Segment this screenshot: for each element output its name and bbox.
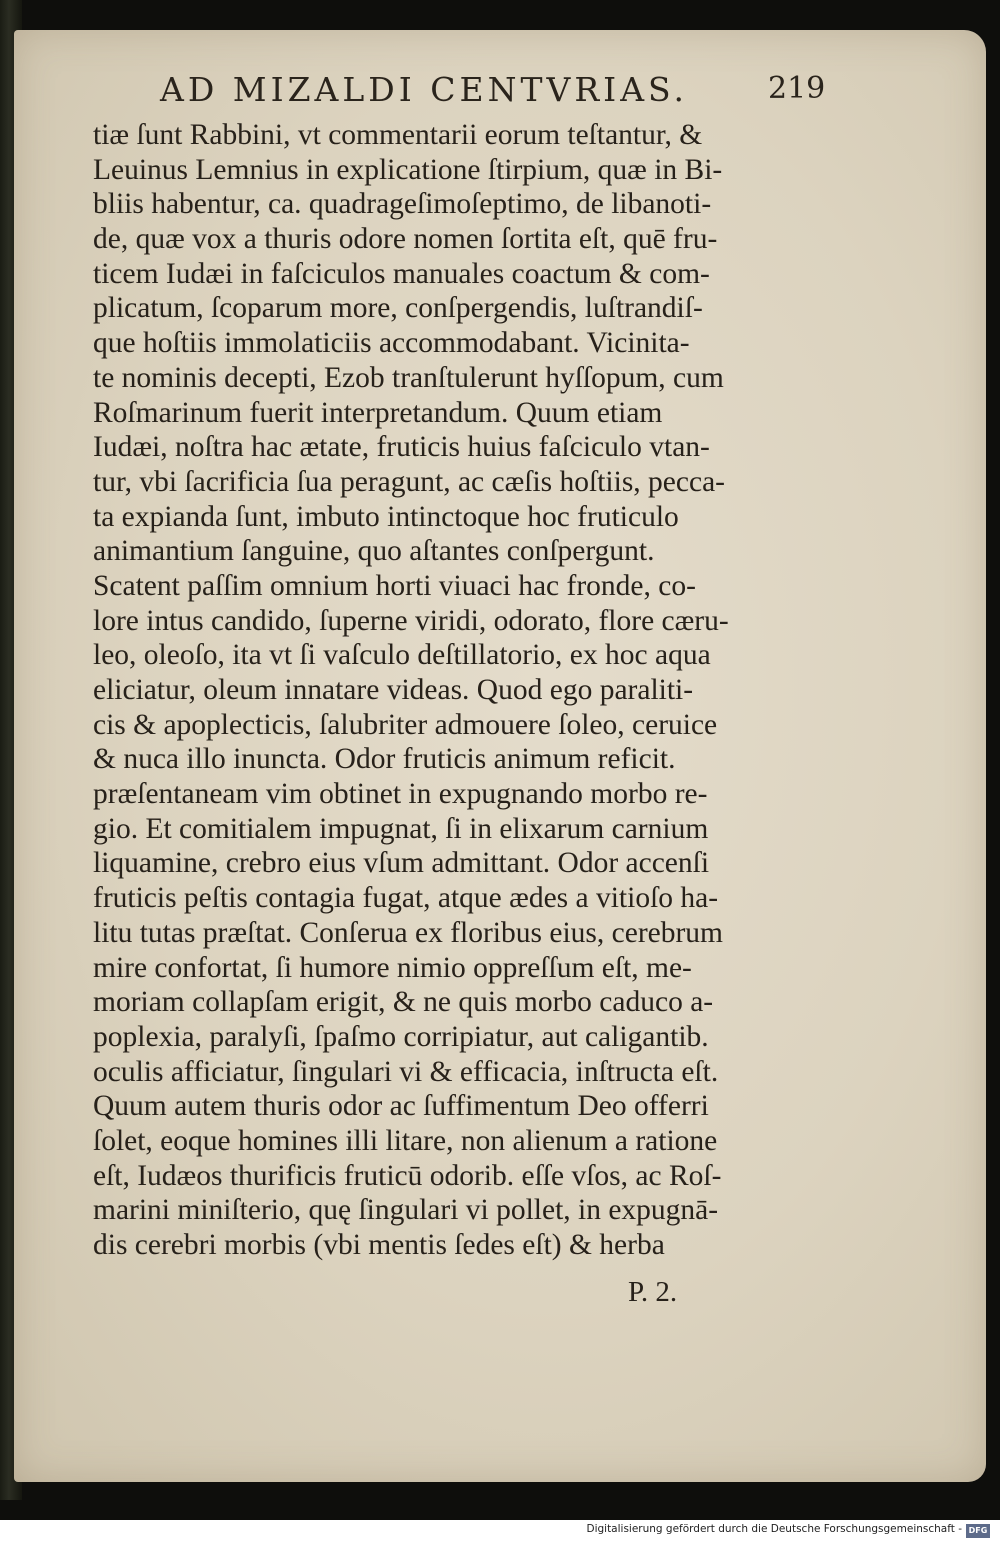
text-line: ticem Iudæi in faſciculos manuales coactum & com-: [93, 257, 710, 290]
text-line: litu tutas præſtat. Conſerua ex floribus eius, cerebrum: [93, 916, 724, 949]
text-line: ta expianda ſunt, imbuto intinctoque hoc fruticulo: [93, 500, 679, 533]
text-line: Scatent paſſim omnium horti viuaci hac fronde, co-: [93, 569, 696, 602]
page-number: 219: [768, 71, 826, 106]
text-line: fruticis peſtis contagia fugat, atque ædes a vitioſo ha-: [93, 882, 719, 915]
text-line: que hoſtiis immolaticiis accommodabant. Vicinita-: [93, 327, 690, 360]
text-line: Iudæi, noſtra hac ætate, fruticis huius faſciculo vtan-: [93, 431, 710, 464]
text-line: tiæ ſunt Rabbini, vt commentarii eorum teſtantur, &: [93, 119, 703, 151]
signature-mark: P. 2.: [628, 1276, 678, 1308]
text-line: Leuinus Lemnius in explicatione ſtirpium, quæ in Bi-: [93, 153, 723, 186]
text-line: mire confortat, ſi humore nimio oppreſſum eſt, me-: [93, 951, 692, 984]
text-line: eliciatur, oleum innatare videas. Quod ego paraliti-: [93, 674, 694, 706]
text-line: gio. Et comitialem impugnat, ſi in elixarum carnium: [93, 812, 709, 845]
text-line: bliis habentur, ca. quadrageſimoſeptimo, de libanoti-: [93, 188, 712, 221]
text-line: cis & apoplecticis, ſalubriter admouere ſoleo, ceruice: [93, 708, 718, 741]
text-line: te nominis decepti, Ezob tranſtulerunt hyſſopum, cum: [93, 361, 724, 394]
page-body-text: [93, 118, 823, 1263]
text-line: tur, vbi ſacrificia ſua peragunt, ac cæſis hoſtiis, pecca-: [93, 465, 726, 498]
text-line: animantium ſanguine, quo aſtantes conſpergunt.: [93, 535, 655, 568]
dfg-logo-icon: DFG: [966, 1524, 990, 1538]
text-line: lore intus candido, ſuperne viridi, odorato, flore cæru-: [93, 604, 729, 637]
text-line: liquamine, crebro eius vſum admittant. Odor accenſi: [93, 847, 710, 880]
running-title: AD MIZALDI CENTVRIAS.: [160, 70, 688, 109]
text-line: moriam collapſam erigit, & ne quis morbo caduco a-: [93, 986, 714, 1019]
text-line: Quum autem thuris odor ac ſuffimentum Deo offerri: [93, 1090, 709, 1123]
text-line: eſt, Iudæos thurificis fruticū odorib. eſſe vſos, ac Roſ-: [93, 1159, 722, 1192]
text-line: ſolet, eoque homines illi litare, non alienum a ratione: [93, 1124, 718, 1157]
text-line: Roſmarinum fuerit interpretandum. Quum etiam: [93, 396, 663, 429]
text-line: & nuca illo inuncta. Odor fruticis animum reficit.: [93, 743, 676, 776]
text-line: poplexia, paralyſi, ſpaſmo corripiatur, aut caligantib.: [93, 1020, 709, 1053]
dfg-credit-line: Digitalisierung gefördert durch die Deutsche Forschungsgemeinschaft -: [586, 1523, 962, 1535]
text-line: marini miniſterio, quę ſingulari vi pollet, in expugnā-: [93, 1194, 719, 1227]
text-line: plicatum, ſcoparum more, conſpergendis, luſtrandiſ-: [93, 292, 703, 325]
text-line: oculis afficiatur, ſingulari vi & efficacia, inſtructa eſt.: [93, 1055, 719, 1088]
text-line: leo, oleoſo, ita vt ſi vaſculo deſtillatorio, ex hoc aqua: [93, 639, 711, 672]
text-line: præſentaneam vim obtinet in expugnando morbo re-: [93, 778, 708, 811]
text-line: de, quæ vox a thuris odore nomen ſortita eſt, quē fru-: [93, 223, 718, 256]
text-line: dis cerebri morbis (vbi mentis ſedes eſt) & herba: [93, 1229, 665, 1261]
